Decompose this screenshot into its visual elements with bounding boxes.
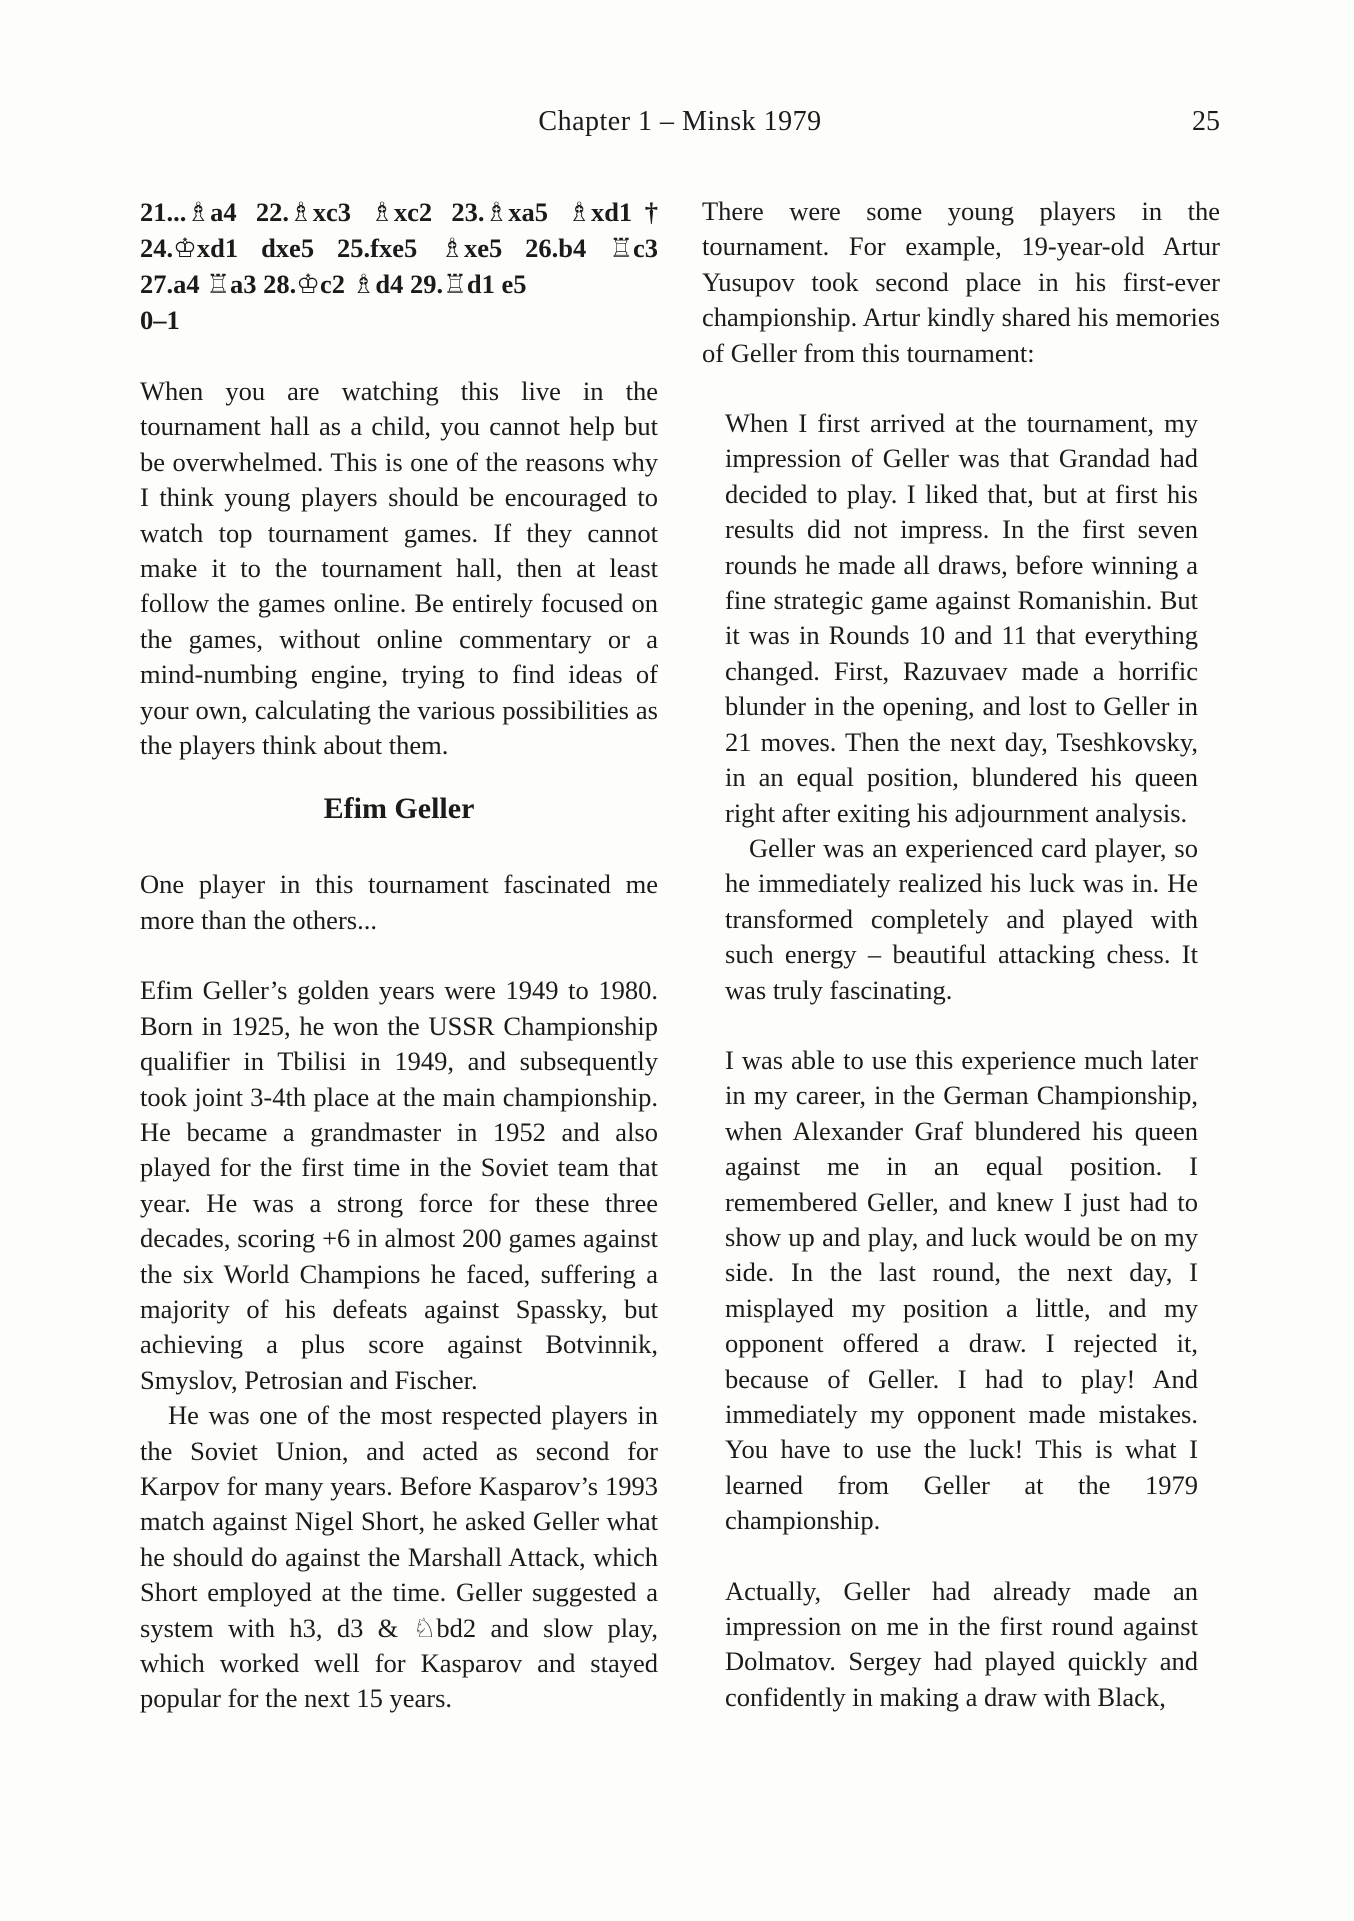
game-result: 0–1 [140,305,180,335]
quote-paragraph-2: Geller was an experienced card player, so he immediately realized his luck was in. He transformed completely and played with such energy – beautiful attacking chess. It was truly fascinating. [725,832,1198,1005]
paragraph-golden-years: Efim Geller’s golden years were 1949 to 1980. Born in 1925, he won the USSR Championship qualifier in Tbilisi in 1949, and subsequently took joint 3-4th place at the main championship. He became a grandmaster in 1952 and also played for the first time in the Soviet team that year. He was a strong force for these three decades, scoring +6 in almost 200 games against the six World Champions he faced, suffering a majority of his defeats against Spassky, but achieving a plus score against Botvinnik, Smyslov, Petrosian and Fischer. [140,975,658,1395]
moves-block [140,194,658,338]
yusupov-quote-block [725,406,1198,1715]
page-number: 25 [1192,106,1220,137]
moves-line-2: 24.♔xd1 dxe5 25.fxe5 ♗xe5 26.b4 ♖c3 [140,233,658,263]
text-columns [140,194,1220,1717]
left-column [140,194,658,1717]
quote-paragraph-1: When I first arrived at the tournament, my impression of Geller was that Grandad had decided to play. I liked that, but at first his results did not impress. In the first seven rounds he made all draws, before winning a fine strategic game against Romanishin. But it was in Rounds 10 and 11 that everything changed. First, Razuvaev made a horrific blunder in the opening, and lost to Geller in 21 moves. Then the next day, Tseshkovsky, in an equal position, blundered his queen right after exiting his adjournment analysis. [725,408,1198,828]
moves-line-3: 27.a4 ♖a3 28.♔c2 ♗d4 29.♖d1 e5 [140,269,527,299]
quote-paragraph-3: I was able to use this experience much later in my career, in the German Championship, when Alexander Graf blundered his queen against me in an equal position. I remembered Geller, and knew I just had to show up and play, and luck would be on my side. In the last round, the next day, I misplayed my position a little, and my opponent offered a draw. I rejected it, because of Geller. I had to play! And immediately my opponent made mistakes. You have to use the luck! This is what I learned from Geller at the 1979 championship. [725,1044,1198,1536]
paragraph-watching-live: When you are watching this live in the tournament hall as a child, you cannot help but be overwhelmed. This is one of the reasons why I think young players should be encouraged to watch top tournament games. If they cannot make it to the tournament hall, then at least follow the games online. Be entirely focused on the games, without online commentary or a mind-numbing engine, trying to find ideas of your own, calculating the various possibilities as the players think about them. [140,376,658,761]
paragraph-one-player: One player in this tournament fascinated me more than the others... [140,869,658,935]
quote-paragraph-4: Actually, Geller had already made an impression on me in the first round against Dolmatov. Sergey had played quickly and confidently in making a draw with Black, [725,1575,1198,1712]
page-header [140,104,1220,140]
section-heading-efim-geller: Efim Geller [323,792,475,826]
chapter-title: Chapter 1 – Minsk 1979 [538,106,822,137]
moves-line-1: 21...♗a4 22.♗xc3 ♗xc2 23.♗xa5 ♗xd1† [140,197,658,227]
right-column [702,194,1220,1717]
paragraph-respected: He was one of the most respected players in the Soviet Union, and acted as second for Karpov for many years. Before Kasparov’s 1993 match against Nigel Short, he asked Geller what he should do against the Marshall Attack, which Short employed at the time. Geller suggested a system with h3, d3 & ♘bd2 and slow play, which worked well for Kasparov and stayed popular for the next 15 years. [140,1400,658,1714]
paragraph-young-players: There were some young players in the tournament. For example, 19-year-old Artur Yusupov took second place in his first-ever championship. Artur kindly shared his memories of Geller from this tournament: [702,196,1220,368]
